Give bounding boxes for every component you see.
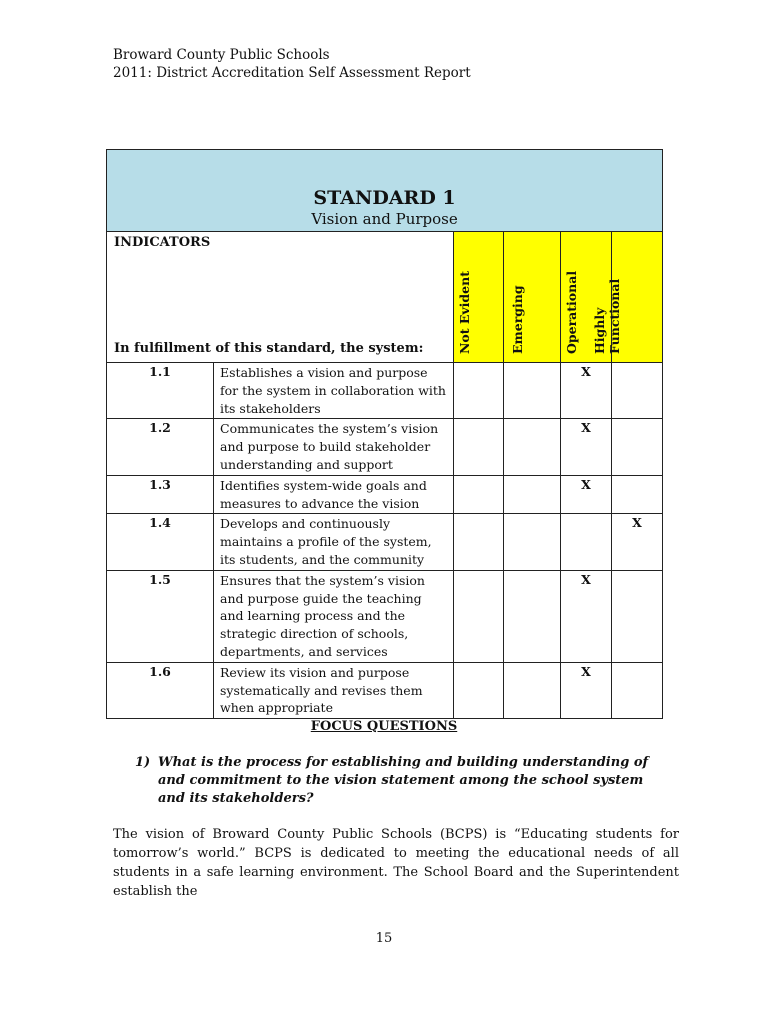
- indicator-description: Communicates the system’s vision and purpose to build stakeholder understanding and support: [214, 419, 454, 475]
- rating-header-emerging: [504, 232, 561, 363]
- standard-table: [106, 149, 663, 719]
- rating-cell-highly-functional: [612, 475, 663, 514]
- rating-label-highly-line2: Functional: [607, 278, 623, 354]
- rating-label-emerging: Emerging: [510, 285, 525, 354]
- rating-cell-not-evident: [454, 570, 504, 662]
- indicator-description: Identifies system-wide goals and measures to advance the vision: [214, 475, 454, 514]
- rating-cell-not-evident: [454, 363, 504, 419]
- focus-questions-title: FOCUS QUESTIONS: [310, 719, 458, 734]
- indicator-description: Develops and continuously maintains a profile of the system, its students, and the community: [214, 514, 454, 570]
- table-row: [107, 363, 663, 419]
- rating-cell-emerging: [504, 475, 561, 514]
- rating-cell-emerging: [504, 662, 561, 718]
- rating-cell-operational: X: [561, 662, 612, 718]
- rating-cell-operational: X: [561, 570, 612, 662]
- rating-cell-highly-functional: [612, 662, 663, 718]
- rating-cell-operational: [561, 514, 612, 570]
- header-organization: Broward County Public Schools: [113, 47, 330, 63]
- indicator-number: 1.3: [107, 475, 214, 514]
- rating-cell-operational: X: [561, 363, 612, 419]
- rating-cell-not-evident: [454, 662, 504, 718]
- indicator-number: 1.6: [107, 662, 214, 718]
- fulfillment-label: In fulfillment of this standard, the system:: [114, 341, 424, 356]
- rating-label-not-evident: Not Evident: [456, 271, 472, 354]
- standard-subtitle: Vision and Purpose: [311, 210, 458, 228]
- rating-cell-not-evident: [454, 475, 504, 514]
- rating-cell-operational: X: [561, 419, 612, 475]
- table-row: [107, 570, 663, 662]
- header-report-title: 2011: District Accreditation Self Assessment Report: [113, 65, 471, 81]
- page-number: 15: [375, 931, 393, 946]
- rating-cell-highly-functional: X: [612, 514, 663, 570]
- indicator-description: Establishes a vision and purpose for the system in collaboration with its stakeholders: [214, 363, 454, 419]
- rating-cell-emerging: [504, 363, 561, 419]
- rating-header-not-evident: [454, 232, 504, 363]
- indicator-description: Ensures that the system’s vision and purpose guide the teaching and learning process and the strategic direction of schools, departments, and services: [214, 570, 454, 662]
- rating-label-highly-line1: Highly: [592, 307, 608, 354]
- table-row: [107, 514, 663, 570]
- standard-title: STANDARD 1: [313, 187, 456, 209]
- indicator-description: Review its vision and purpose systematically and revises them when appropriate: [214, 662, 454, 718]
- rating-cell-highly-functional: [612, 363, 663, 419]
- rating-cell-highly-functional: [612, 419, 663, 475]
- rating-cell-emerging: [504, 570, 561, 662]
- indicator-number: 1.4: [107, 514, 214, 570]
- question-text: What is the process for establishing and building understanding of and commitment to the vision statement among the school system and its stakeholders?: [158, 755, 649, 806]
- question-number: 1): [135, 755, 151, 770]
- table-row: [107, 662, 663, 718]
- rating-cell-not-evident: [454, 514, 504, 570]
- standard-title-cell: [107, 150, 663, 232]
- rating-label-highly-functional: [592, 279, 622, 354]
- rating-header-highly-functional: [592, 232, 663, 363]
- table-row: [107, 419, 663, 475]
- rating-cell-emerging: [504, 419, 561, 475]
- document-header: [113, 46, 471, 82]
- body-paragraph: The vision of Broward County Public Schools (BCPS) is “Educating students for tomorrow’s world.” BCPS is dedicated to meeting the educational needs of all students in a safe learning environment. The School Board and the Superintendent establish the: [113, 827, 679, 899]
- indicators-header-cell: [107, 232, 454, 363]
- rating-cell-emerging: [504, 514, 561, 570]
- indicator-number: 1.1: [107, 363, 214, 419]
- rating-cell-highly-functional: [612, 570, 663, 662]
- rating-cell-not-evident: [454, 419, 504, 475]
- indicator-number: 1.5: [107, 570, 214, 662]
- focus-question: [135, 754, 665, 808]
- indicators-label: INDICATORS: [114, 235, 211, 250]
- rating-label-operational: Operational: [564, 270, 579, 354]
- rating-cell-operational: X: [561, 475, 612, 514]
- table-row: [107, 475, 663, 514]
- indicator-number: 1.2: [107, 419, 214, 475]
